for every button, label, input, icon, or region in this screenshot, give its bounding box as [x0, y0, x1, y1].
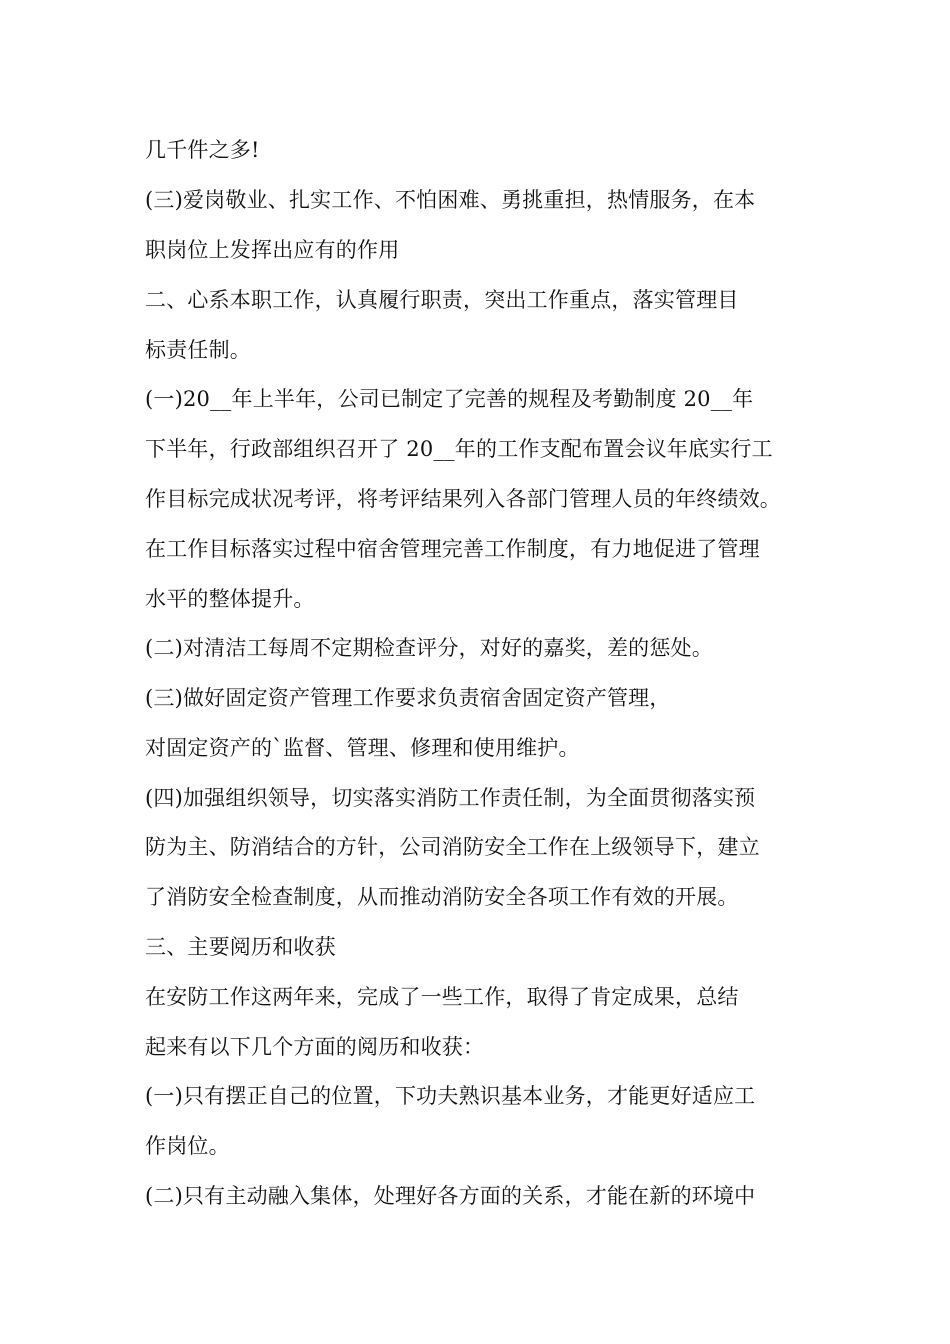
text-line: 水平的整体提升。 [145, 587, 315, 611]
text-line: 起来有以下几个方面的阅历和收获： [145, 1035, 485, 1059]
text-line: 在工作目标落实过程中宿舍管理完善工作制度，有力地促进了管理 [145, 537, 760, 561]
text-line: 作岗位。 [145, 1134, 230, 1158]
text-line: (二)只有主动融入集体，处理好各方面的关系，才能在新的环境中 [145, 1184, 756, 1208]
text-line: 几千件之多! [145, 138, 260, 162]
text-line: 下半年，行政部组织召开了 20__年的工作支配布置会议年底实行工 [145, 437, 773, 461]
text-line: 对固定资产的`监督、管理、修理和使用维护。 [145, 736, 580, 760]
text-line: 了消防安全检查制度，从而推动消防安全各项工作有效的开展。 [145, 885, 739, 909]
text-line: (二)对清洁工每周不定期检查评分，对好的嘉奖，差的惩处。 [145, 636, 713, 660]
text-line: 职岗位上发挥出应有的作用 [145, 238, 400, 262]
text-line: (四)加强组织领导，切实落实消防工作责任制，为全面贯彻落实预 [145, 786, 756, 810]
text-line: (三)爱岗敬业、扎实工作、不怕困难、勇挑重担，热情服务，在本 [145, 188, 756, 212]
text-line: (一)只有摆正自己的位置，下功夫熟识基本业务，才能更好适应工 [145, 1084, 756, 1108]
text-line: (一)20__年上半年，公司已制定了完善的规程及考勤制度 20__年 [145, 387, 754, 411]
text-line: 防为主、防消结合的方针，公司消防安全工作在上级领导下，建立 [145, 835, 760, 859]
text-line: 三、主要阅历和收获 [145, 935, 336, 959]
text-line: 作目标完成状况考评，将考评结果列入各部门管理人员的年终绩效。 [145, 487, 781, 511]
text-line: 二、心系本职工作，认真履行职责，突出工作重点，落实管理目 [145, 288, 739, 312]
text-line: 标责任制。 [145, 338, 251, 362]
text-line: (三)做好固定资产管理工作要求负责宿舍固定资产管理， [145, 686, 671, 710]
text-line: 在安防工作这两年来，完成了一些工作，取得了肯定成果，总结 [145, 985, 739, 1009]
